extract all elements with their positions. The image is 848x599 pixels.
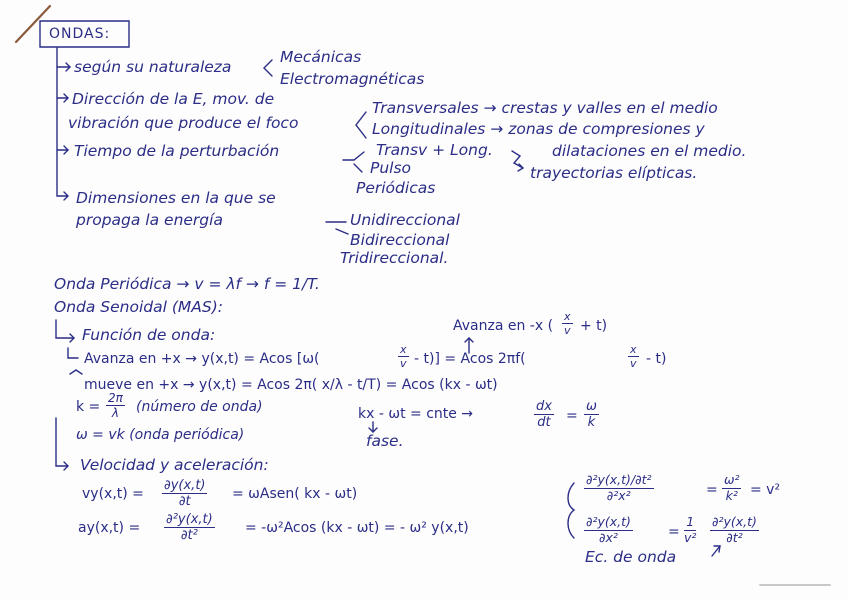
- frac-numerator: ∂²y(x,t)/∂t²: [586, 472, 652, 487]
- ay-suffix: = -ω²Acos (kx - ωt) = - ω² y(x,t): [245, 520, 469, 536]
- one-over-v2-frac: [684, 516, 696, 544]
- d2y-dt2-frac: [710, 516, 759, 544]
- k-suffix: (número de onda): [136, 399, 263, 415]
- fase-label: fase.: [366, 432, 404, 450]
- frac-numerator: 2π: [108, 391, 123, 405]
- vy-prefix: vy(x,t) =: [82, 486, 144, 502]
- avanza-pos-frac2: [628, 344, 639, 369]
- electromagneticas: Electromagnéticas: [280, 70, 425, 88]
- frac-denominator: v: [630, 357, 637, 370]
- longitudinales: Longitudinales → zonas de compresiones y: [372, 120, 705, 138]
- bidireccional: Bidireccional: [350, 231, 450, 249]
- frac-denominator: ∂t²: [180, 528, 198, 543]
- r1-tail: = v²: [750, 482, 781, 498]
- frac-numerator: ∂y(x,t): [164, 478, 206, 493]
- frac-numerator: x: [630, 343, 637, 356]
- frac-denominator: ∂x²: [599, 529, 618, 545]
- avanza-neg-prefix: Avanza en -x (: [453, 318, 554, 334]
- tridireccional: Tridireccional.: [340, 249, 449, 267]
- frac-numerator: ∂²y(x,t): [166, 512, 213, 527]
- frac-denominator: ∂t²: [726, 529, 743, 545]
- onda-senoidal: Onda Senoidal (MAS):: [54, 298, 223, 316]
- k-prefix: k =: [76, 399, 101, 415]
- r2-eq: =: [668, 524, 680, 540]
- page-title: ONDAS:: [49, 26, 111, 42]
- onda-periodica: Onda Periódica → v = λf → f = 1/T.: [54, 275, 320, 293]
- velocidad-label: Velocidad y aceleración:: [80, 456, 269, 474]
- frac-denominator: v: [400, 357, 407, 370]
- transv-long: Transv + Long.: [376, 141, 493, 159]
- frac-denominator: ∂t: [178, 494, 191, 509]
- frac-denominator: ∂²x²: [606, 487, 631, 503]
- frac-numerator: 1: [684, 516, 696, 531]
- vy-suffix: = ωAsen( kx - ωt): [232, 486, 358, 502]
- elipticas: trayectorias elípticas.: [530, 164, 698, 182]
- eq-sign: =: [566, 408, 578, 424]
- dxdt-frac: [534, 400, 554, 429]
- pulso: Pulso: [370, 159, 412, 177]
- d2y-dx2-frac: [584, 516, 633, 544]
- naturaleza-label: según su naturaleza: [74, 58, 232, 76]
- tiempo-label: Tiempo de la perturbación: [74, 142, 280, 160]
- frac-denominator: v: [564, 324, 571, 337]
- frac-numerator: ∂²y(x,t): [712, 514, 757, 529]
- frac-numerator: x: [564, 310, 571, 323]
- ay-prefix: ay(x,t) =: [78, 520, 141, 536]
- r1-eq: =: [706, 482, 718, 498]
- mecanicas: Mecánicas: [280, 48, 362, 66]
- avanza-pos-frac1: [398, 344, 409, 369]
- vy-frac: [162, 479, 207, 508]
- avanza-neg-suffix: + t): [580, 318, 608, 334]
- frac-numerator: x: [400, 343, 407, 356]
- frac-denominator: λ: [111, 406, 119, 420]
- frac-denominator: k²: [725, 487, 738, 503]
- direccion-line1: Dirección de la E, mov. de: [72, 90, 275, 108]
- mueve-pos: mueve en +x → y(x,t) = Acos 2π( x/λ - t/T) = Acos (kx - ωt): [84, 377, 498, 393]
- fase-eq: kx - ωt = cnte →: [358, 406, 474, 422]
- omega-line: ω = vk (onda periódica): [76, 427, 245, 443]
- direccion-line2: vibración que produce el foco: [68, 114, 299, 132]
- unidireccional: Unidireccional: [350, 211, 460, 229]
- frac-denominator: k: [587, 415, 596, 430]
- avanza-pos-c: - t): [646, 351, 667, 367]
- wave-ratio-frac: [584, 474, 654, 502]
- w2-k2-frac: [722, 474, 741, 502]
- dimensiones-line2: propaga la energía: [76, 211, 223, 229]
- longitudinales-cont: dilataciones en el medio.: [552, 142, 747, 160]
- avanza-pos-a: Avanza en +x → y(x,t) = Acos [ω(: [84, 351, 320, 367]
- periodicas: Periódicas: [356, 179, 436, 197]
- transversales: Transversales → crestas y valles en el medio: [372, 99, 718, 117]
- frac-numerator: ω: [586, 399, 597, 414]
- dimensiones-line1: Dimensiones en la que se: [76, 189, 276, 207]
- frac-denominator: dt: [537, 415, 551, 430]
- frac-numerator: dx: [536, 399, 552, 414]
- avanza-neg-frac: [562, 311, 573, 336]
- ay-frac: [164, 513, 215, 542]
- k-frac: [106, 392, 125, 419]
- funcion-label: Función de onda:: [82, 326, 216, 344]
- frac-numerator: ω²: [724, 472, 740, 487]
- w-over-k-frac: [584, 400, 599, 429]
- ec-onda-label: Ec. de onda: [585, 548, 677, 566]
- frac-denominator: v²: [684, 529, 697, 545]
- frac-numerator: ∂²y(x,t): [586, 514, 631, 529]
- avanza-pos-b: - t)] = Acos 2πf(: [414, 351, 526, 367]
